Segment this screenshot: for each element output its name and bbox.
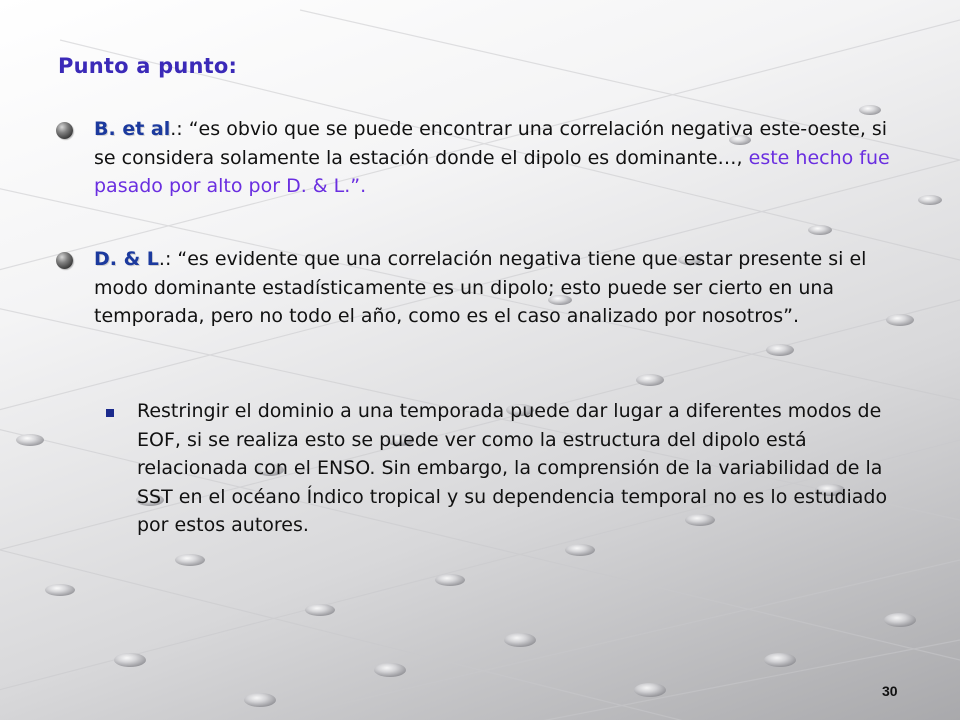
sub-bullet-item: Restringir el dominio a una temporada puede dar lugar a diferentes modos de EOF, si se realiza esto se puede ver como la estructura del dipolo está relacionada con el ENSO. Sin embargo, la comprensión de la variabilidad de la SST en el océano Índico tropical y su dependencia temporal no es lo estudiado por estos autores. [137,400,888,536]
page-number: 30 [882,683,898,699]
bullet-ball-icon [56,122,73,139]
slide-title: Punto a punto: [58,54,238,78]
bullet-text: “es obvio que se puede encontrar una correlación negativa este-oeste, si se considera solamente la estación donde el dipolo es dominante…, [94,118,888,169]
bullet-lead: D. & L [94,248,159,270]
bullet-separator: .: [170,118,189,140]
bullet-item-1 [94,115,914,201]
bullet-lead: B. et al [94,118,171,140]
bullet-item-2 [94,245,914,331]
bullet-text: “es evidente que una correlación negativa tiene que estar presente si el modo dominante estadísticamente es un dipolo; esto puede ser cierto en una temporada, pero no todo el año, como es el caso analizado por nosotros”. [94,248,867,327]
bullet-ball-icon [56,252,73,269]
bullet-separator: .: [158,248,178,270]
square-bullet-icon [106,409,114,417]
bullet-highlight: este hecho fue pasado por alto por D. & L.”. [94,146,890,197]
